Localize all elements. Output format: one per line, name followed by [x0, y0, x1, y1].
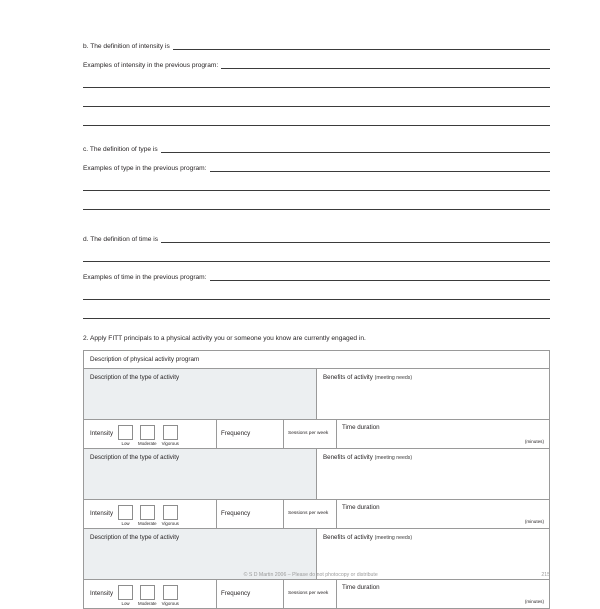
intensity-checkbox-group — [118, 504, 179, 526]
intensity-option-label: Vigorous — [161, 600, 179, 606]
examples-label-b: Examples of intensity in the previous program: — [83, 61, 219, 69]
intensity-option-low[interactable] — [118, 425, 133, 446]
checkbox-icon[interactable] — [118, 425, 133, 440]
page-content — [50, 42, 550, 609]
activity-benefits-note: (meeting needs) — [374, 534, 413, 541]
spacer — [83, 221, 550, 235]
intensity-cell — [84, 580, 217, 608]
page-footer — [50, 572, 550, 578]
examples-label-c: Examples of type in the previous program: — [83, 164, 207, 172]
activity-benefits-cell[interactable] — [317, 449, 549, 499]
answer-rule[interactable] — [161, 145, 550, 153]
sessions-per-week-cell[interactable] — [284, 420, 337, 448]
question-label-c: c. The definition of type is — [83, 145, 158, 153]
checkbox-icon[interactable] — [140, 585, 155, 600]
checkbox-icon[interactable] — [118, 505, 133, 520]
intensity-option-label: Moderate — [138, 520, 157, 526]
frequency-cell[interactable] — [217, 420, 284, 448]
intensity-option-low[interactable] — [118, 505, 133, 526]
answer-rule[interactable] — [83, 118, 550, 126]
answer-rule[interactable] — [83, 183, 550, 191]
intensity-option-moderate[interactable] — [138, 505, 157, 526]
examples-label-d: Examples of time in the previous program: — [83, 273, 207, 281]
frequency-label: Frequency — [221, 510, 251, 518]
time-duration-cell[interactable] — [337, 420, 549, 448]
activity-benefits-cell[interactable] — [317, 369, 549, 419]
activity-description-cell[interactable] — [84, 369, 317, 419]
answer-rule[interactable] — [83, 292, 550, 300]
section-intro-text: 2. Apply FITT principals to a physical activity you or someone you know are currently engaged in. — [83, 335, 366, 342]
intensity-option-label: Moderate — [138, 600, 157, 606]
examples-prompt-line-d — [83, 273, 550, 281]
activity-description-cell[interactable] — [84, 449, 317, 499]
intensity-label: Intensity — [90, 589, 114, 597]
fitt-group — [84, 529, 549, 608]
answer-rule[interactable] — [210, 273, 550, 281]
answer-rule[interactable] — [161, 235, 550, 243]
intensity-label: Intensity — [90, 429, 114, 437]
table-row — [84, 369, 549, 420]
question-block-c — [83, 145, 550, 210]
checkbox-icon[interactable] — [118, 585, 133, 600]
intensity-label: Intensity — [90, 509, 114, 517]
fitt-table-header: Description of physical activity program — [84, 351, 549, 369]
frequency-cell[interactable] — [217, 580, 284, 608]
activity-benefits-label: Benefits of activity — [323, 533, 373, 541]
table-row — [84, 420, 549, 448]
intensity-option-label: Moderate — [138, 440, 157, 446]
table-row — [84, 449, 549, 500]
checkbox-icon[interactable] — [163, 425, 178, 440]
activity-benefits-label: Benefits of activity — [323, 453, 373, 461]
frequency-label: Frequency — [221, 590, 251, 598]
time-duration-label: Time duration — [342, 583, 380, 591]
intensity-option-vigorous[interactable] — [162, 425, 179, 446]
sessions-per-week-cell[interactable] — [284, 580, 337, 608]
fitt-table — [83, 350, 550, 609]
examples-prompt-line-b — [83, 61, 550, 69]
intensity-option-label: Low — [121, 600, 130, 606]
intensity-cell — [84, 420, 217, 448]
checkbox-icon[interactable] — [140, 425, 155, 440]
intensity-option-vigorous[interactable] — [162, 505, 179, 526]
checkbox-icon[interactable] — [163, 585, 178, 600]
table-row — [84, 500, 549, 528]
time-duration-cell[interactable] — [337, 580, 549, 608]
intensity-option-moderate[interactable] — [138, 585, 157, 606]
time-duration-label: Time duration — [342, 503, 380, 511]
question-prompt-line — [83, 235, 550, 243]
intensity-option-label: Vigorous — [161, 440, 179, 446]
time-duration-cell[interactable] — [337, 500, 549, 528]
intensity-checkbox-group — [118, 584, 179, 606]
activity-description-label: Description of the type of activity — [90, 373, 180, 381]
question-label-d: d. The definition of time is — [83, 235, 159, 243]
question-block-b — [83, 42, 550, 126]
intensity-cell — [84, 500, 217, 528]
frequency-cell[interactable] — [217, 500, 284, 528]
answer-rule[interactable] — [173, 42, 550, 50]
answer-rule[interactable] — [210, 164, 550, 172]
time-unit-label: (minutes) — [524, 518, 544, 524]
intensity-option-label: Vigorous — [161, 520, 179, 526]
footer-page-number: 215 — [541, 572, 550, 578]
question-block-d — [83, 235, 550, 319]
activity-description-label: Description of the type of activity — [90, 533, 180, 541]
examples-prompt-line-c — [83, 164, 550, 172]
table-row — [84, 580, 549, 608]
sessions-per-week-label: Sessions per week — [288, 590, 329, 596]
question-prompt-line — [83, 145, 550, 153]
intensity-option-label: Low — [121, 520, 130, 526]
activity-description-label: Description of the type of activity — [90, 453, 180, 461]
footer-copyright: © S D Martin 2006 – Please do not photocopy or distribute — [243, 572, 378, 578]
intensity-checkbox-group — [118, 424, 179, 446]
question-prompt-line — [83, 42, 550, 50]
answer-rule[interactable] — [83, 99, 550, 107]
activity-benefits-note: (meeting needs) — [374, 374, 413, 381]
sessions-per-week-cell[interactable] — [284, 500, 337, 528]
intensity-option-moderate[interactable] — [138, 425, 157, 446]
sessions-per-week-label: Sessions per week — [288, 430, 329, 436]
sessions-per-week-label: Sessions per week — [288, 510, 329, 516]
time-unit-label: (minutes) — [524, 438, 544, 444]
time-unit-label: (minutes) — [524, 598, 544, 604]
intensity-option-low[interactable] — [118, 585, 133, 606]
fitt-group — [84, 369, 549, 449]
answer-rule[interactable] — [221, 61, 550, 69]
frequency-label: Frequency — [221, 430, 251, 438]
time-duration-label: Time duration — [342, 423, 380, 431]
spacer — [83, 137, 550, 145]
fitt-group — [84, 449, 549, 529]
intensity-option-label: Low — [121, 440, 130, 446]
question-label-b: b. The definition of intensity is — [83, 42, 170, 50]
activity-benefits-label: Benefits of activity — [323, 373, 373, 381]
intensity-option-vigorous[interactable] — [162, 585, 179, 606]
answer-rule[interactable] — [83, 254, 550, 262]
checkbox-icon[interactable] — [163, 505, 178, 520]
answer-rule[interactable] — [83, 80, 550, 88]
activity-benefits-note: (meeting needs) — [374, 454, 413, 461]
answer-rule[interactable] — [83, 311, 550, 319]
answer-rule[interactable] — [83, 202, 550, 210]
checkbox-icon[interactable] — [140, 505, 155, 520]
